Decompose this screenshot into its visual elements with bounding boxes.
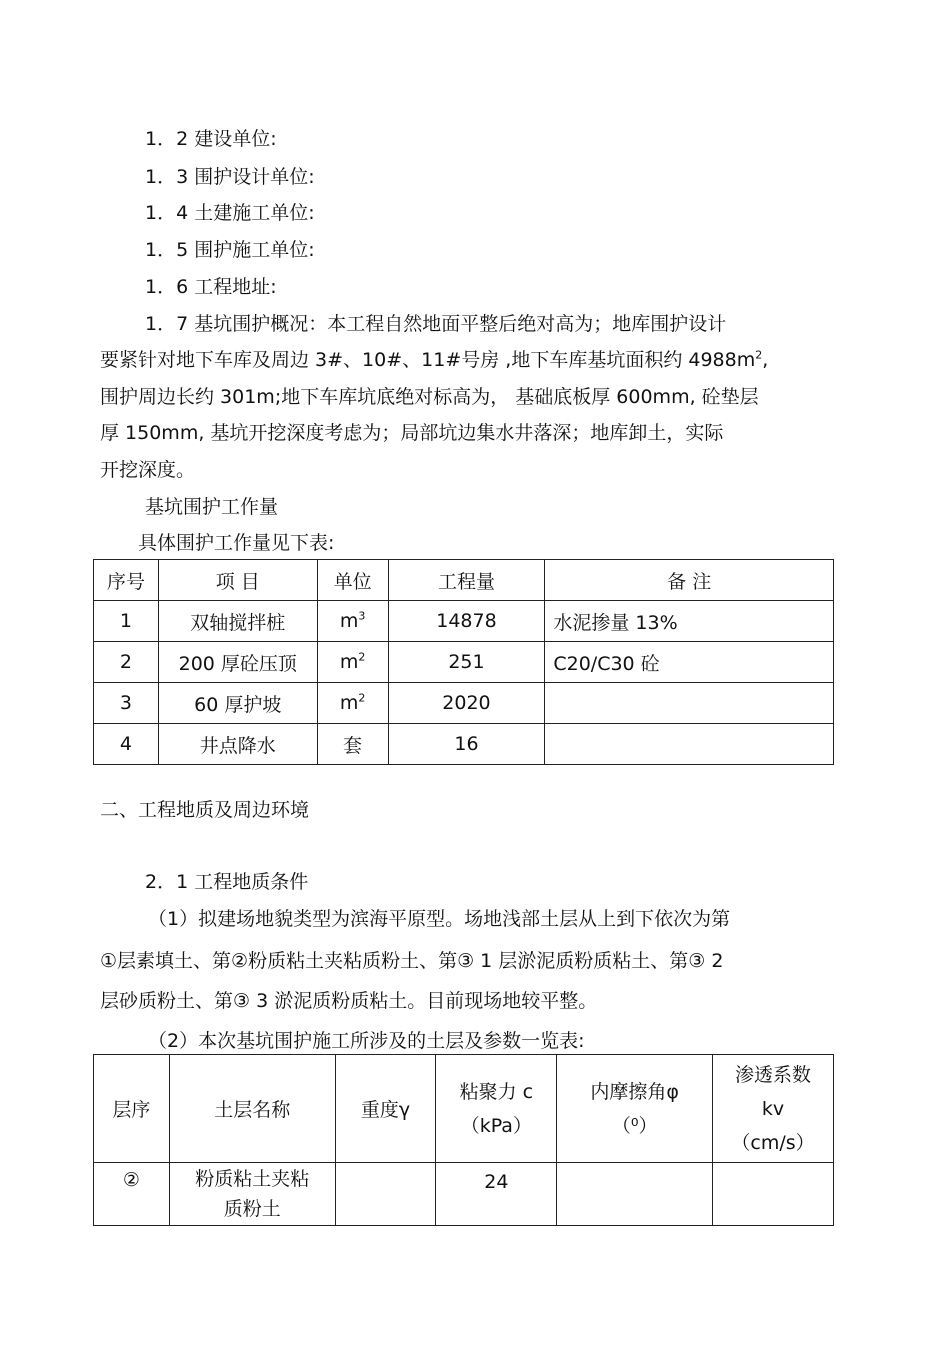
item-1-7-line5: 开挖深度。: [100, 459, 196, 481]
workload-table: [93, 559, 834, 765]
row-note: 水泥掺量 13%: [545, 601, 834, 642]
row-qty: 16: [388, 724, 545, 765]
item-1-7-line4: 厚 150mm, 基坑开挖深度考虑为；局部坑边集水井落深；地库卸土，实际: [100, 422, 724, 444]
row-qty: 14878: [388, 601, 545, 642]
header-cell: 项 目: [158, 560, 317, 601]
row-gamma: [335, 1163, 436, 1226]
header-cell: 重度γ: [335, 1055, 436, 1163]
row-name: [169, 1163, 335, 1226]
header-cell: 工程量: [388, 560, 545, 601]
area-unit-sup: 2: [755, 348, 763, 362]
header-line: 内摩擦角φ: [590, 1080, 679, 1103]
header-cell: 序号: [94, 560, 159, 601]
soil-table-intro: （2）本次基坑围护施工所涉及的土层及参数一览表:: [148, 1030, 585, 1052]
soil-parameter-table: [93, 1054, 834, 1226]
geology-para-line2: ①层素填土、第②粉质粘土夹粘质粉土、第③ 1 层淤泥质粉质粘土、第③ 2: [100, 950, 724, 972]
row-no: 2: [94, 642, 159, 683]
section-2-1-heading: 2．1 工程地质条件: [145, 871, 309, 893]
item-1-4: 1．4 土建施工单位:: [145, 202, 315, 224]
unit-text: m: [339, 610, 359, 632]
header-cell: 备 注: [545, 560, 834, 601]
row-layer: ②: [94, 1163, 170, 1226]
table-intro: 具体围护工作量见下表:: [138, 532, 335, 554]
table-row: [94, 1163, 834, 1226]
row-note: [545, 683, 834, 724]
row-unit: 套: [317, 724, 388, 765]
row-unit: [317, 642, 388, 683]
header-cell-permeability: [713, 1055, 834, 1163]
row-unit: [317, 601, 388, 642]
item-1-7-line2-text: 要紧针对地下车库及周边 3#、10#、11#号房 ,地下车库基坑面积约 4988m: [100, 349, 756, 371]
item-1-7-line2: [100, 349, 768, 371]
unit-sup: 3: [358, 609, 366, 623]
table-header-row: [94, 560, 834, 601]
geology-para-line1: （1）拟建场地貌类型为滨海平原型。场地浅部土层从上到下依次为第: [148, 908, 731, 930]
header-line: kv: [761, 1097, 785, 1120]
item-1-2: 1．2 建设单位:: [145, 128, 277, 150]
row-unit: [317, 683, 388, 724]
row-no: 3: [94, 683, 159, 724]
header-cell: 土层名称: [169, 1055, 335, 1163]
header-line: 渗透系数: [735, 1063, 812, 1086]
header-cell: 层序: [94, 1055, 170, 1163]
row-item: 井点降水: [158, 724, 317, 765]
table-row: [94, 601, 834, 642]
header-cell-cohesion: [436, 1055, 557, 1163]
table-header-row: [94, 1055, 834, 1163]
row-qty: 251: [388, 642, 545, 683]
name-line: 质粉土: [223, 1198, 281, 1220]
workload-title: 基坑围护工作量: [145, 496, 279, 518]
header-line: （⁰）: [611, 1114, 658, 1137]
header-line: （kPa）: [460, 1114, 532, 1137]
item-1-6: 1．6 工程地址:: [145, 276, 277, 298]
header-line: 粘聚力 c: [459, 1080, 534, 1103]
unit-sup: 2: [358, 691, 366, 705]
row-cohesion: 24: [436, 1163, 557, 1226]
row-friction: [557, 1163, 713, 1226]
row-kv: [713, 1163, 834, 1226]
row-note: [545, 724, 834, 765]
item-1-3: 1．3 围护设计单位:: [145, 166, 315, 188]
row-qty: 2020: [388, 683, 545, 724]
row-item: 双轴搅拌桩: [158, 601, 317, 642]
row-note: C20/C30 砼: [545, 642, 834, 683]
header-cell: 单位: [317, 560, 388, 601]
header-cell-friction: [557, 1055, 713, 1163]
table-row: [94, 642, 834, 683]
table-row: [94, 683, 834, 724]
unit-sup: 2: [358, 650, 366, 664]
item-1-7-line2-tail: ,: [762, 349, 769, 371]
item-1-5: 1．5 围护施工单位:: [145, 239, 315, 261]
unit-text: m: [339, 651, 359, 673]
unit-text: m: [339, 692, 359, 714]
row-no: 4: [94, 724, 159, 765]
section-2-heading: 二、工程地质及周边环境: [100, 799, 310, 821]
row-no: 1: [94, 601, 159, 642]
header-line: （cm/s）: [731, 1131, 815, 1154]
table-row: [94, 724, 834, 765]
item-1-7-line1: 1．7 基坑围护概况：本工程自然地面平整后绝对高为；地库围护设计: [145, 313, 727, 335]
row-item: 200 厚砼压顶: [158, 642, 317, 683]
geology-para-line3: 层砂质粉土、第③ 3 淤泥质粉质粘土。目前现场地较平整。: [100, 990, 598, 1012]
name-line: 粉质粘土夹粘: [195, 1168, 310, 1190]
row-item: 60 厚护坡: [158, 683, 317, 724]
item-1-7-line3: 围护周边长约 301m;地下车库坑底绝对标高为， 基础底板厚 600mm, 砼垫层: [100, 386, 759, 408]
